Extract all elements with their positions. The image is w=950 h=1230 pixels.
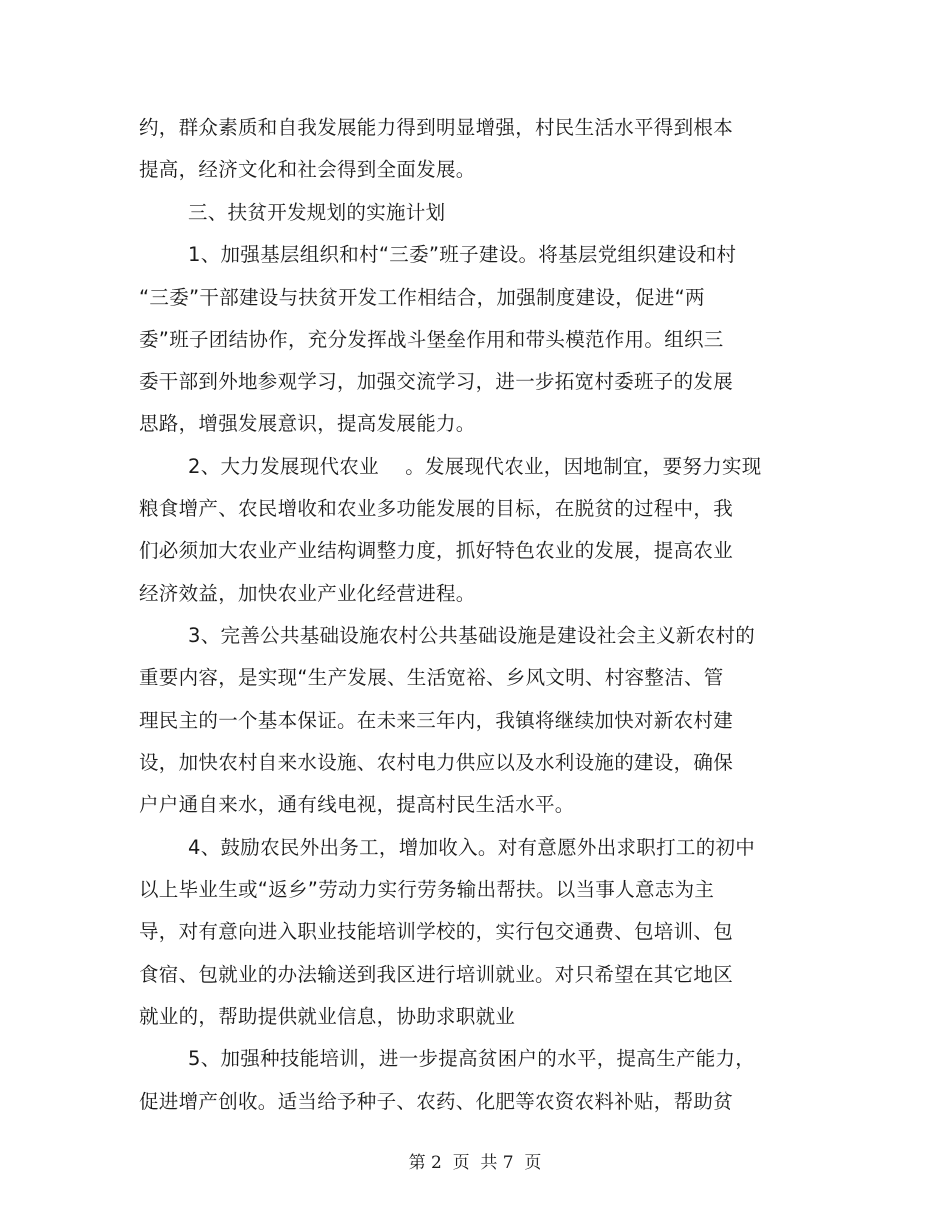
- paragraph-line: 经济效益，加快农业产业化经营进程。: [139, 582, 476, 605]
- paragraph-line: 5、加强种技能培训，进一步提高贫困户的水平，提高生产能力，: [188, 1047, 756, 1070]
- paragraph-line: 1、加强基层组织和村“三委”班子建设。将基层党组织建设和村: [188, 243, 737, 266]
- paragraph-line: 设，加快农村自来水设施、农村电力供应以及水利设施的建设，确保: [139, 751, 734, 774]
- page-number-footer: 第 2 页 共 7 页: [408, 1153, 542, 1173]
- paragraph-line: 提高，经济文化和社会得到全面发展。: [139, 158, 476, 181]
- paragraph-line: 食宿、包就业的办法输送到我区进行培训就业。对只希望在其它地区: [139, 963, 734, 986]
- paragraph-line: 以上毕业生或“返乡”劳动力实行劳务输出帮扶。以当事人意志为主: [139, 878, 715, 901]
- paragraph-line: 3、完善公共基础设施农村公共基础设施是建设社会主义新农村的: [188, 624, 756, 647]
- paragraph-line: 委干部到外地参观学习，加强交流学习，进一步拓宽村委班子的发展: [139, 370, 734, 393]
- section-heading: 三、扶贫开发规划的实施计划: [188, 201, 446, 224]
- paragraph-line: 粮食增产、农民增收和农业多功能发展的目标，在脱贫的过程中，我: [139, 497, 734, 520]
- paragraph-line: 就业的，帮助提供就业信息，协助求职就业: [139, 1005, 516, 1028]
- paragraph-line: 4、鼓励农民外出务工，增加收入。对有意愿外出求职打工的初中: [188, 836, 756, 859]
- paragraph-line: 约，群众素质和自我发展能力得到明显增强，村民生活水平得到根本: [139, 116, 734, 139]
- paragraph-line: 2、大力发展现代农业 。发展现代农业，因地制宜，要努力实现: [188, 455, 762, 478]
- paragraph-line: 们必须加大农业产业结构调整力度，抓好特色农业的发展，提高农业: [139, 539, 734, 562]
- paragraph-line: 重要内容，是实现“生产发展、生活宽裕、乡风文明、村容整洁、管: [139, 666, 724, 689]
- paragraph-line: 委”班子团结协作，充分发挥战斗堡垒作用和带头模范作用。组织三: [139, 328, 724, 351]
- paragraph-line: 理民主的一个基本保证。在未来三年内，我镇将继续加快对新农村建: [139, 709, 734, 732]
- paragraph-line: 导，对有意向进入职业技能培训学校的，实行包交通费、包培训、包: [139, 920, 734, 943]
- paragraph-line: 思路，增强发展意识，提高发展能力。: [139, 412, 476, 435]
- paragraph-line: 户户通自来水，通有线电视，提高村民生活水平。: [139, 793, 575, 816]
- paragraph-line: 促进增产创收。适当给予种子、农药、化肥等农资农料补贴，帮助贫: [139, 1090, 734, 1113]
- paragraph-line: “三委”干部建设与扶贫开发工作相结合，加强制度建设，促进“两: [139, 286, 705, 309]
